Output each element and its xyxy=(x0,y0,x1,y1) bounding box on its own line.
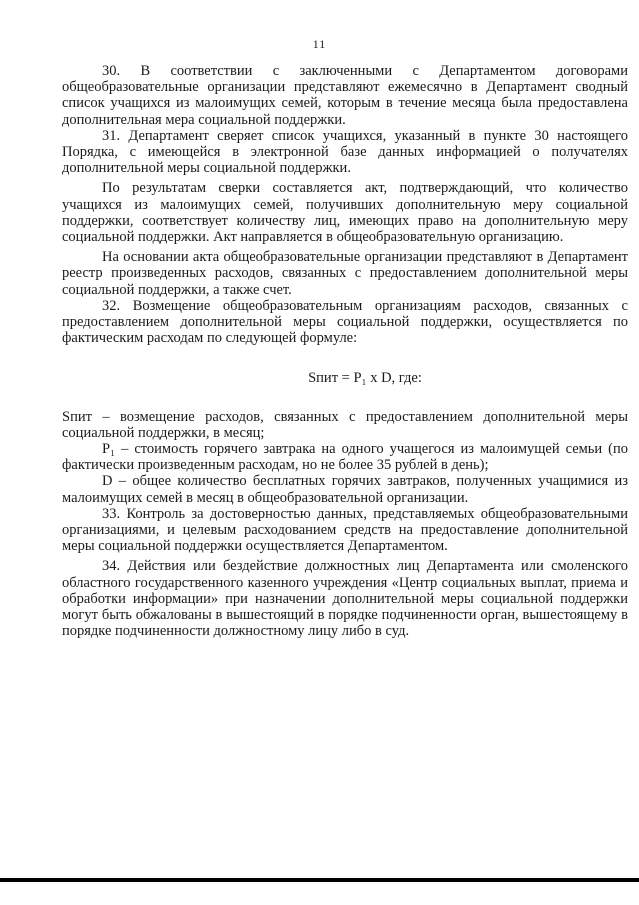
paragraph-34: 34. Действия или бездействие должностных лиц Департамента или смоленского областного государственного казенного учреждения «Центр социальных выплат, приема и обработки информации» при назначении дополнительной меры социальной поддержки могут быть обжалованы в вышестоящий в порядке подчиненности орган, вышестоящему в порядке подчиненности должностному лицу либо в суд. xyxy=(62,558,628,640)
paragraph-33: 33. Контроль за достоверностью данных, представляемых общеобразовательными организациями, и целевым расходованием средств на предоставление дополнительной меры социальной поддержки осуществляется Департаментом. xyxy=(62,505,628,555)
paragraph-31-registry: На основании акта общеобразовательные организации представляют в Департамент реестр произведенных расходов, связанных с предоставлением дополнительной меры социальной поддержки, а также счет. xyxy=(62,249,628,298)
formula: Sпит = P₁ x D, где: xyxy=(308,370,422,387)
paragraph-32: 32. Возмещение общеобразовательным организациям расходов, связанных с предоставлением дополнительной меры социальной поддержки, осуществляется по фактическим расходам по следующей формуле: xyxy=(62,297,628,347)
document-body xyxy=(62,63,628,640)
definition-s-pit: Sпит – возмещение расходов, связанных с предоставлением дополнительной меры социальной поддержки, в месяц; xyxy=(62,408,628,441)
paragraph-31-act: По результатам сверки составляется акт, подтверждающий, что количество учащихся из малоимущих семей, получивших дополнительную меру социальной поддержки, соответствует количеству лиц, имеющих право на дополнительную меру социальной поддержки. Акт направляется в общеобразовательную организацию. xyxy=(62,180,628,246)
paragraph-30: 30. В соответствии с заключенными с Департаментом договорами общеобразовательные организации представляют ежемесячно в Департамент сводный список учащихся из малоимущих семей, которым в течение месяца была предоставлена дополнительная мера социальной поддержки. xyxy=(62,63,628,128)
definition-d: D – общее количество бесплатных горячих завтраков, полученных учащимися из малоимущих семей в месяц в общеобразовательной организации. xyxy=(62,473,628,506)
page-number: 11 xyxy=(312,37,327,51)
definition-p1: P₁ – стоимость горячего завтрака на одного учащегося из малоимущей семьи (по фактически произведенным расходам, но не более 35 рублей в день); xyxy=(62,441,628,474)
bottom-scan-edge xyxy=(0,878,639,882)
paragraph-31: 31. Департамент сверяет список учащихся, указанный в пункте 30 настоящего Порядка, с имеющейся в электронной базе данных информацией о получателях дополнительной меры социальной поддержки. xyxy=(62,127,628,177)
